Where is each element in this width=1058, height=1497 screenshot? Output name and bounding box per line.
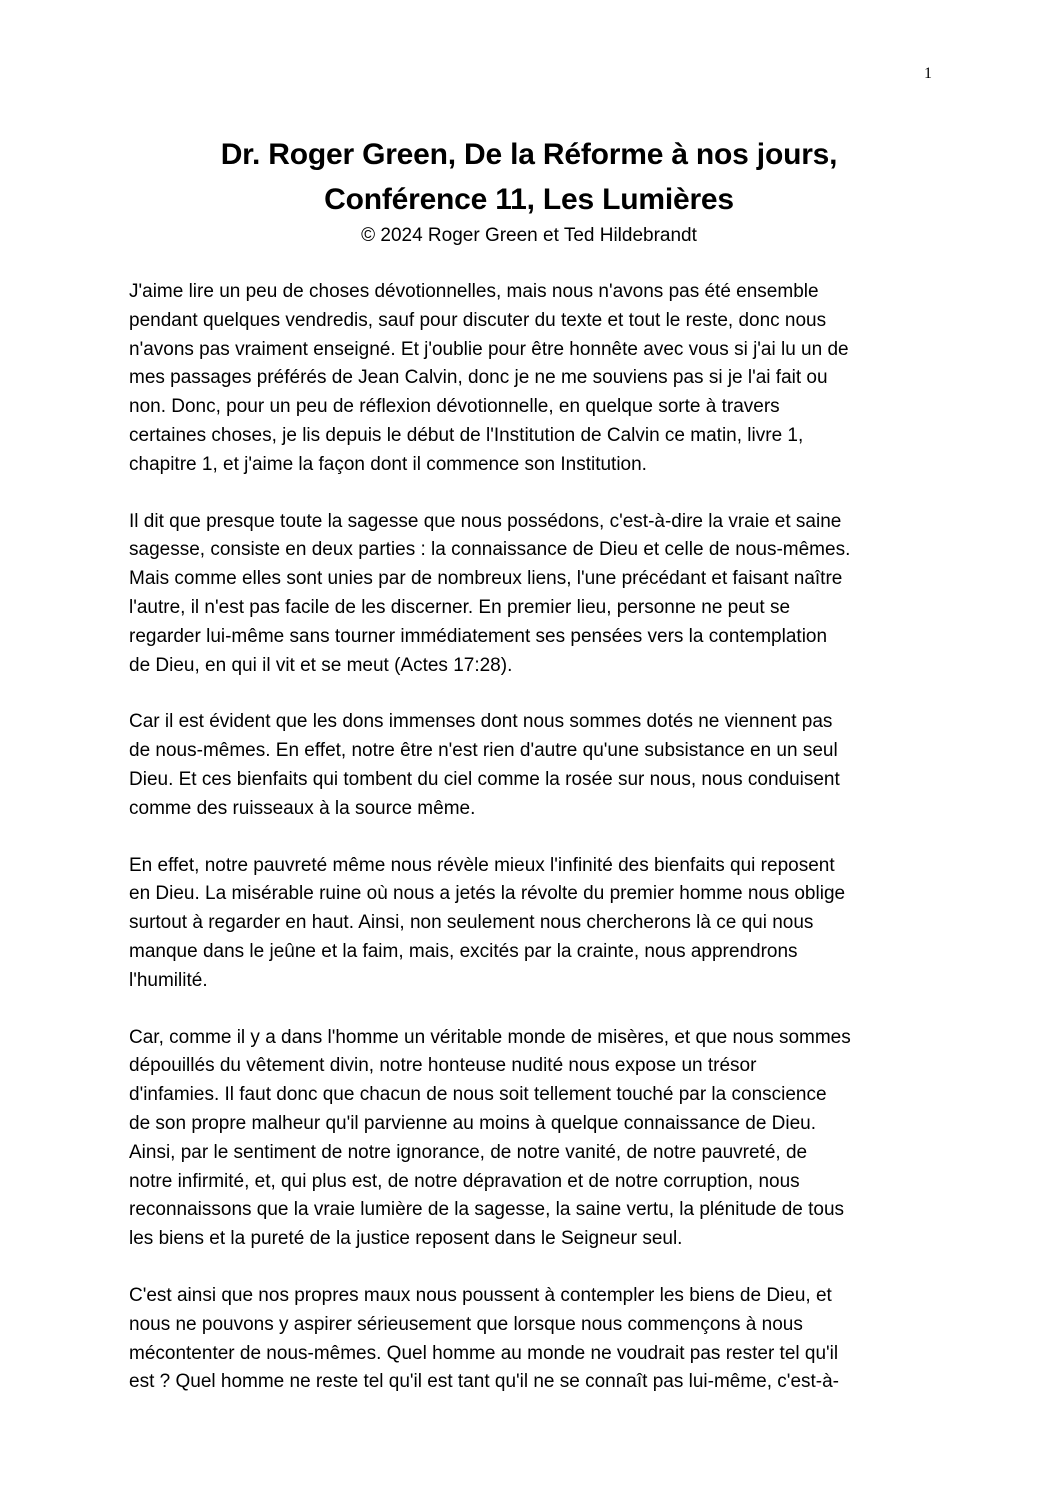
document-title-line-2: Conférence 11, Les Lumières: [324, 183, 734, 216]
document-header: [0, 132, 1058, 249]
paragraph-6: C'est ainsi que nos propres maux nous poussent à contempler les biens de Dieu, et nous ne pouvons y aspirer sérieusement que lorsque nous commençons à nous mécontenter de nous-mêmes. Quel homme au monde ne voudrait pas rester tel qu'il est ? Quel homme ne reste tel qu'il est tant qu'il ne se connaît pas lui-même, c'est-à-: [129, 1284, 840, 1393]
document-title-line-1: Dr. Roger Green, De la Réforme à nos jours,: [220, 138, 838, 171]
paragraph-1: J'aime lire un peu de choses dévotionnelles, mais nous n'avons pas été ensemble pendant quelques vendredis, sauf pour discuter du texte et tout le reste, donc nous n'avons pas vraiment enseigné. Et j'oublie pour être honnête avec vous si j'ai lu un de mes passages préférés de Jean Calvin, donc je ne me souviens pas si je l'ai fait ou non. Donc, pour un peu de réflexion dévotionnelle, en quelque sorte à travers certaines choses, je lis depuis le début de l'Institution de Calvin ce matin, livre 1, chapitre 1, et j'aime la façon dont il commence son Institution.: [129, 281, 849, 475]
document-body: [129, 278, 931, 1425]
paragraph-2: Il dit que presque toute la sagesse que nous possédons, c'est-à-dire la vraie et saine sagesse, consiste en deux parties : la connaissance de Dieu et celle de nous-mêmes. Mais comme elles sont unies par de nombreux liens, l'une précédant et faisant naître l'autre, il n'est pas facile de les discerner. En premier lieu, personne ne peut se regarder lui-même sans tourner immédiatement ses pensées vers la contemplation de Dieu, en qui il vit et se meut (Actes 17:28).: [129, 510, 851, 676]
paragraph-3: Car il est évident que les dons immenses dont nous sommes dotés ne viennent pas de nous-mêmes. En effet, notre être n'est rien d'autre qu'une subsistance en un seul Dieu. Et ces bienfaits qui tombent du ciel comme la rosée sur nous, nous conduisent comme des ruisseaux à la source même.: [129, 711, 840, 819]
page-number: 1: [924, 65, 932, 82]
copyright-notice: © 2024 Roger Green et Ted Hildebrandt: [361, 225, 697, 246]
paragraph-5: Car, comme il y a dans l'homme un véritable monde de misères, et que nous sommes dépouillés du vêtement divin, notre honteuse nudité nous expose un trésor d'infamies. Il faut donc que chacun de nous soit tellement touché par la conscience de son propre malheur qu'il parvienne au moins à quelque connaissance de Dieu. Ainsi, par le sentiment de notre ignorance, de notre vanité, de notre pauvreté, de notre infirmité, et, qui plus est, de notre dépravation et de notre corruption, nous reconnaissons que la vraie lumière de la sagesse, la saine vertu, la plénitude de tous les biens et la pureté de la justice reposent dans le Seigneur seul.: [129, 1026, 851, 1250]
paragraph-4: En effet, notre pauvreté même nous révèle mieux l'infinité des bienfaits qui reposent en Dieu. La misérable ruine où nous a jetés la révolte du premier homme nous oblige surtout à regarder en haut. Ainsi, non seulement nous chercherons là ce qui nous manque dans le jeûne et la faim, mais, excités par la crainte, nous apprendrons l'humilité.: [129, 854, 846, 991]
